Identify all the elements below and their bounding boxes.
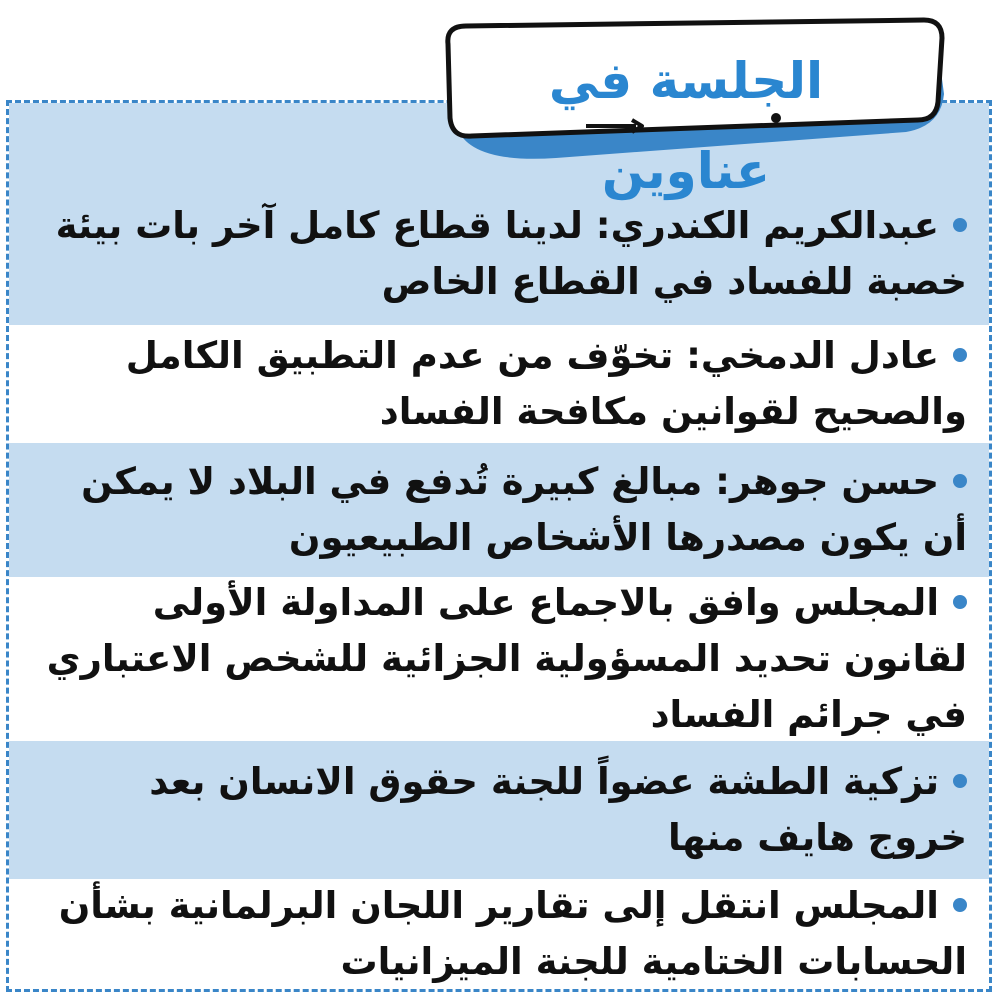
headline-text: المجلس وافق بالاجماع على المداولة الأولى لقانون تحديد المسؤولية الجزائية للشخص الاعتباري في جرائم الفساد [46, 581, 967, 736]
bullet-icon [953, 218, 967, 232]
title-badge [436, 14, 956, 200]
headline-item [9, 879, 989, 989]
headline-item [9, 577, 989, 741]
bullet-icon [953, 348, 967, 362]
headlines-list [9, 103, 989, 989]
headline-item [9, 443, 989, 577]
bullet-icon [953, 898, 967, 912]
headline-text-wrap [39, 754, 967, 866]
bullet-icon [953, 774, 967, 788]
headline-text-wrap [39, 198, 967, 310]
headline-item [9, 325, 989, 443]
headline-text: المجلس انتقل إلى تقارير اللجان البرلمانية بشأن الحسابات الختامية للجنة الميزانيات [58, 884, 967, 983]
headline-text-wrap [39, 575, 967, 743]
headline-text: تزكية الطشة عضواً للجنة حقوق الانسان بعد خروج هايف منها [149, 760, 967, 859]
bullet-icon [953, 474, 967, 488]
headline-text-wrap [39, 878, 967, 989]
headline-text-wrap [39, 454, 967, 566]
headline-text: حسن جوهر: مبالغ كبيرة تُدفع في البلاد لا يمكن أن يكون مصدرها الأشخاص الطبيعيون [81, 460, 967, 559]
headline-item [9, 741, 989, 879]
headline-text: عبدالكريم الكندري: لدينا قطاع كامل آخر بات بيئة خصبة للفساد في القطاع الخاص [55, 204, 967, 303]
headline-text-wrap [39, 328, 967, 440]
headline-text: عادل الدمخي: تخوّف من عدم التطبيق الكامل والصحيح لقوانين مكافحة الفساد [125, 334, 967, 433]
bullet-icon [953, 595, 967, 609]
page-title: الجلسة في عناوين [548, 52, 824, 200]
